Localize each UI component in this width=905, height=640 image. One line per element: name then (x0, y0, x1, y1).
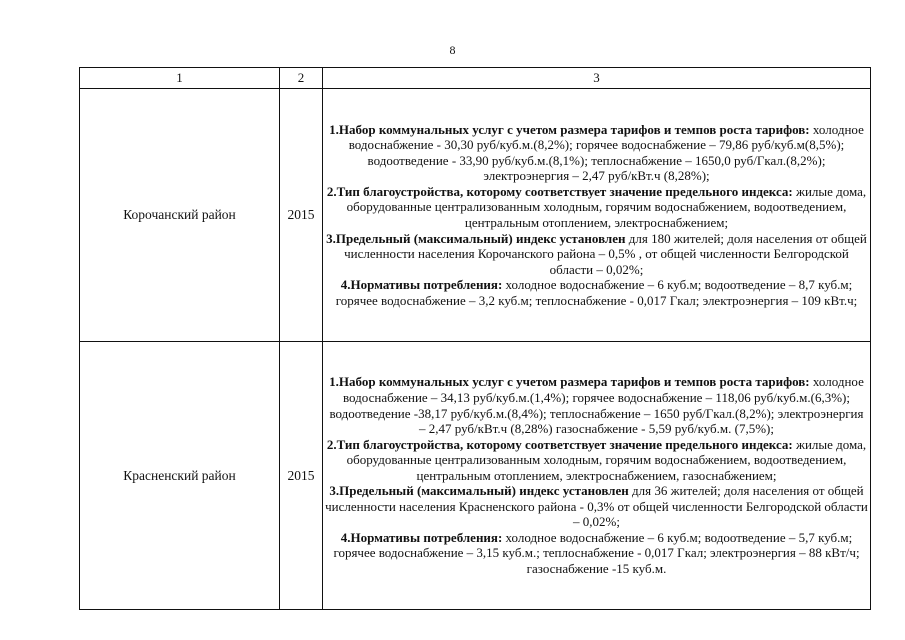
section-limit-index (325, 483, 868, 530)
year-cell: 2015 (280, 89, 323, 342)
section-improvement-type (325, 437, 868, 484)
section-text: для 180 жителей; доля населения от общей численности населения Корочанского района – 0,5% , от общей численности Белгородской области – 0,02%; (344, 230, 867, 277)
table-header-row (80, 68, 871, 89)
section-text: холодное водоснабжение – 6 куб.м; водоотведение – 5,7 куб.м; горячее водоснабжение – 3,15 куб.м.; теплоснабжение - 0,017 Гкал; электроэнергия – 88 кВт/ч; газоснабжение -15 куб.м. (333, 529, 860, 576)
section-text: холодное водоснабжение – 6 куб.м; водоотведение – 8,7 куб.м; горячее водоснабжение – 3,2 куб.м; теплоснабжение - 0,017 Гкал; электроэнергия – 109 кВт.ч; (335, 277, 858, 308)
section-consumption-norms (325, 530, 868, 577)
section-consumption-norms (325, 277, 868, 308)
year-cell: 2015 (280, 342, 323, 610)
section-title: 3.Предельный (максимальный) индекс установлен (329, 483, 629, 499)
section-title: 1.Набор коммунальных услуг с учетом размера тарифов и темпов роста тарифов: (329, 121, 810, 137)
section-text: жилые дома, оборудованные централизованным холодным, горячим водоснабжением, водоотведением, центральным отоплением, электроснабжением; (346, 183, 867, 230)
section-text: жилые дома, оборудованные централизованным холодным, горячим водоснабжением, водоотведением, центральным отоплением, электроснабжением, газоснабжением; (346, 436, 867, 483)
tariff-table (79, 67, 871, 610)
column-header-1: 1 (80, 68, 280, 89)
section-text: для 36 жителей; доля населения от общей численности населения Красненского района - 0,3% от общей численности Белгородской области – 0,02%; (325, 483, 868, 530)
table-row (80, 342, 871, 610)
section-tariffs (325, 374, 868, 436)
column-header-2: 2 (280, 68, 323, 89)
section-limit-index (325, 231, 868, 278)
section-title: 2.Тип благоустройства, которому соответствует значение предельного индекса: (326, 183, 793, 199)
section-tariffs (325, 122, 868, 184)
section-text: холодное водоснабжение – 34,13 руб/куб.м.(1,4%); горячее водоснабжение – 118,06 руб/куб.м.(6,3%); водоотведение -38,17 руб/куб.м.(8,4%); теплоснабжение – 1650 руб/Гкал.(8,2%); электроэнергия – 2,47 руб/кВт.ч (8,28%) газоснабжение - 5,59 руб/куб.м. (7,5%); (329, 374, 864, 437)
section-title: 4.Нормативы потребления: (340, 529, 503, 545)
section-title: 3.Предельный (максимальный) индекс установлен (326, 230, 626, 246)
column-header-3: 3 (323, 68, 871, 89)
district-cell: Корочанский район (80, 89, 280, 342)
section-improvement-type (325, 184, 868, 231)
table-row (80, 89, 871, 342)
section-title: 1.Набор коммунальных услуг с учетом размера тарифов и темпов роста тарифов: (329, 374, 810, 390)
description-cell (323, 89, 871, 342)
section-title: 4.Нормативы потребления: (340, 277, 503, 293)
page-number: 8 (449, 43, 456, 57)
section-title: 2.Тип благоустройства, которому соответствует значение предельного индекса: (326, 436, 793, 452)
section-text: холодное водоснабжение - 30,30 руб/куб.м.(8,2%); горячее водоснабжение – 79,86 руб/куб.м(8,5%); водоотведение - 33,90 руб/куб.м.(8,1%); теплоснабжение – 1650,0 руб/Гкал.(8,2%); электроэнергия – 2,47 руб/кВт.ч (8,28%); (348, 121, 864, 184)
description-cell (323, 342, 871, 610)
district-cell: Красненский район (80, 342, 280, 610)
